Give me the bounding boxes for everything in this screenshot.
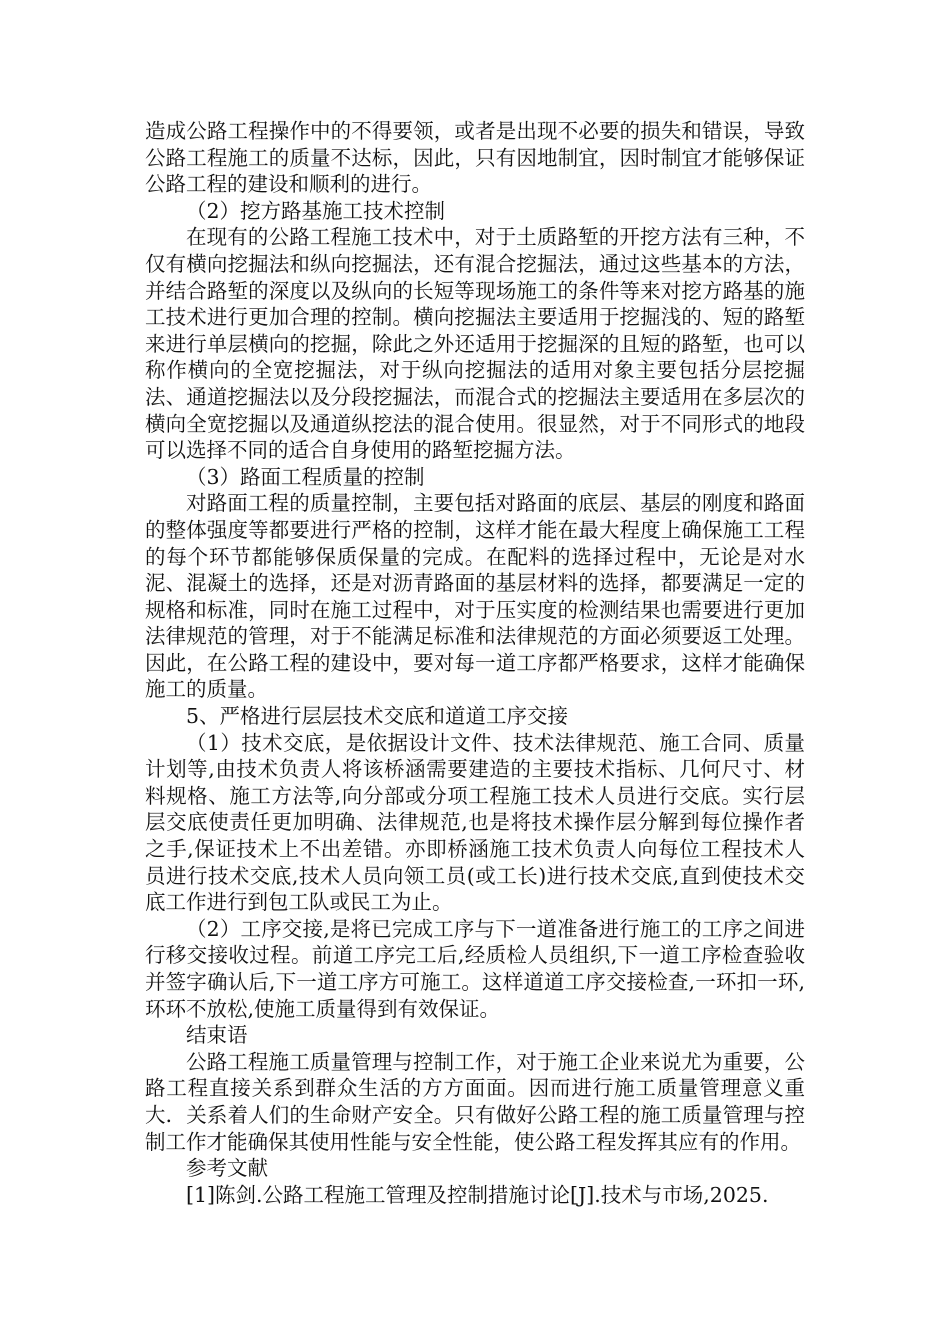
- paragraph-excavation-methods: 在现有的公路工程施工技术中，对于土质路堑的开挖方法有三种，不仅有横向挖掘法和纵向挖掘法，还有混合挖掘法，通过这些基本的方法，并结合路堑的深度以及纵向的长短等现场施工的条件等来对挖方路基的施工技术进行更加合理的控制。横向挖掘法主要适用于挖掘浅的、短的路堑来进行单层横向的挖掘，除此之外还适用于挖掘深的且短的路堑，也可以称作横向的全宽挖掘法，对于纵向挖掘法的适用对象主要包括分层挖掘法、通道挖掘法以及分段挖掘法，而混合式的挖掘法主要适用在多层次的横向全宽挖掘以及通道纵挖法的混合使用。很显然，对于不同形式的地段可以选择不同的适合自身使用的路堑挖掘方法。: [145, 225, 805, 463]
- subheading-excavation-subgrade: （2）挖方路基施工技术控制: [186, 198, 446, 223]
- heading-conclusion: 结束语: [186, 1023, 248, 1048]
- paragraph-process-handover: （2）工序交接,是将已完成工序与下一道准备进行施工的工序之间进行移交接收过程。前道工序完工后,经质检人员组织,下一道工序检查验收并签字确认后,下一道工序方可施工。这样道道工序交接检查,一环扣一环,环环不放松,使施工质量得到有效保证。: [145, 916, 805, 1021]
- paragraph-conclusion: 公路工程施工质量管理与控制工作，对于施工企业来说尤为重要，公路工程直接关系到群众生活的方方面面。因而进行施工质量管理意义重大．关系着人们的生命财产安全。只有做好公路工程的施工质量管理与控制工作才能确保其使用性能与安全性能，使公路工程发挥其应有的作用。: [145, 1049, 805, 1154]
- heading-references: 参考文献: [186, 1156, 268, 1181]
- document-body: [145, 118, 805, 1208]
- paragraph-pavement-quality: 对路面工程的质量控制，主要包括对路面的底层、基层的刚度和路面的整体强度等都要进行严格的控制，这样才能在最大程度上确保施工工程的每个环节都能够保质保量的完成。在配料的选择过程中，无论是对水泥、混凝土的选择，还是对沥青路面的基层材料的选择，都要满足一定的规格和标准，同时在施工过程中，对于压实度的检测结果也需要进行更加法律规范的管理，对于不能满足标准和法律规范的方面必须要返工处理。因此，在公路工程的建设中，要对每一道工序都严格要求，这样才能确保施工的质量。: [145, 491, 805, 702]
- subheading-pavement-quality: （3）路面工程质量的控制: [186, 464, 425, 489]
- paragraph-technical-briefing: （1）技术交底，是依据设计文件、技术法律规范、施工合同、质量计划等,由技术负责人将该桥涵需要建造的主要技术指标、几何尺寸、材料规格、施工方法等,向分部或分项工程施工技术人员进行交底。实行层层交底使责任更加明确、法律规范,也是将技术操作层分解到每位操作者之手,保证技术上不出差错。亦即桥涵施工技术负责人向每位工程技术人员进行技术交底,技术人员向领工员(或工长)进行技术交底,直到使技术交底工作进行到包工队或民工为止。: [145, 730, 805, 915]
- reference-item: [1]陈剑.公路工程施工管理及控制措施讨论[J].技术与市场,2025.: [186, 1182, 769, 1207]
- section-heading-technical-handover: 5、严格进行层层技术交底和道道工序交接: [186, 704, 569, 729]
- paragraph-continuation: 造成公路工程操作中的不得要领，或者是出现不必要的损失和错误，导致公路工程施工的质量不达标，因此，只有因地制宜，因时制宜才能够保证公路工程的建设和顺利的进行。: [145, 119, 805, 197]
